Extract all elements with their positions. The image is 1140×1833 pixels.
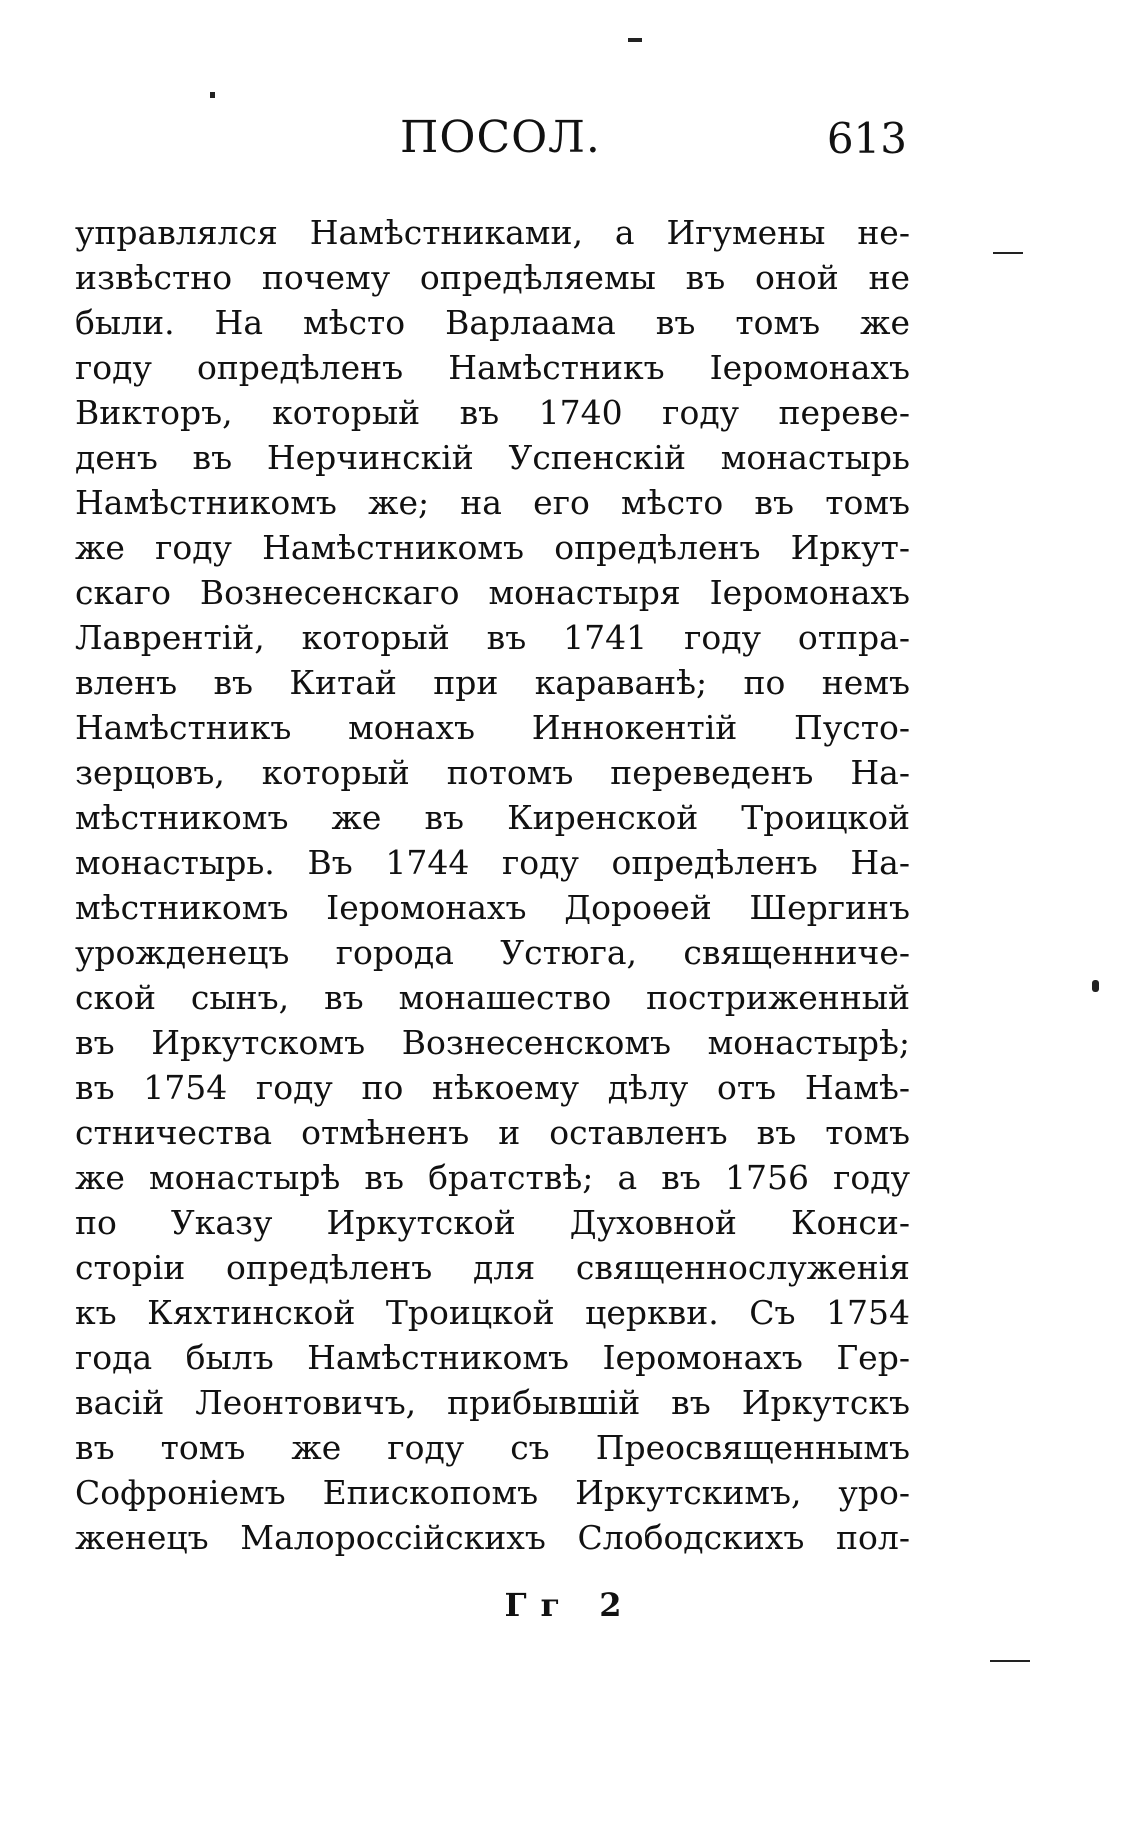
text-line: скаго Вознесенскаго монастыря Іеромонахъ xyxy=(75,573,910,612)
body-text xyxy=(75,210,910,1560)
text-line: по Указу Иркутской Духовной Конси- xyxy=(75,1203,910,1242)
text-line: вленъ въ Китай при караванѣ; по немъ xyxy=(75,663,910,702)
signature-mark: Гг 2 xyxy=(504,1586,636,1624)
scan-speck xyxy=(210,92,215,98)
scan-speck xyxy=(1092,980,1099,992)
text-line: Намѣстникъ монахъ Иннокентій Пусто- xyxy=(75,708,910,747)
text-line: мѣстникомъ Іеромонахъ Дороѳей Шергинъ xyxy=(75,888,910,927)
text-line: въ 1754 году по нѣкоему дѣлу отъ Намѣ- xyxy=(75,1068,910,1107)
scan-speck xyxy=(990,1660,1030,1662)
text-line: Софроніемъ Епископомъ Иркутскимъ, уро- xyxy=(75,1473,910,1512)
page-header xyxy=(0,112,1140,172)
text-line: Намѣстникомъ же; на его мѣсто въ томъ xyxy=(75,483,910,522)
scan-speck xyxy=(993,252,1023,254)
text-line: васій Леонтовичъ, прибывшій въ Иркутскъ xyxy=(75,1383,910,1422)
text-line: Лаврентій, который въ 1741 году отпра- xyxy=(75,618,910,657)
scan-speck xyxy=(628,38,642,42)
text-line: мѣстникомъ же въ Киренской Троицкой xyxy=(75,798,910,837)
text-line: зерцовъ, который потомъ переведенъ На- xyxy=(75,753,910,792)
text-line: урожденецъ города Устюга, священниче- xyxy=(75,933,910,972)
text-line: года былъ Намѣстникомъ Іеромонахъ Гер- xyxy=(75,1338,910,1377)
text-line: къ Кяхтинской Троицкой церкви. Съ 1754 xyxy=(75,1293,910,1332)
text-line: стничества отмѣненъ и оставленъ въ томъ xyxy=(75,1113,910,1152)
text-line: же году Намѣстникомъ опредѣленъ Иркут- xyxy=(75,528,910,567)
text-line: ской сынъ, въ монашество постриженный xyxy=(75,978,910,1017)
text-line: году опредѣленъ Намѣстникъ Іеромонахъ xyxy=(75,348,910,387)
text-line: Викторъ, который въ 1740 году переве- xyxy=(75,393,910,432)
text-line: денъ въ Нерчинскій Успенскій монастырь xyxy=(75,438,910,477)
running-head: ПОСОЛ. xyxy=(400,112,601,163)
text-line: въ Иркутскомъ Вознесенскомъ монастырѣ; xyxy=(75,1023,910,1062)
text-line: женецъ Малороссійскихъ Слободскихъ пол- xyxy=(75,1518,910,1557)
text-line: были. На мѣсто Варлаама въ томъ же xyxy=(75,303,910,342)
text-line: сторіи опредѣленъ для священнослуженія xyxy=(75,1248,910,1287)
text-line: въ томъ же году съ Преосвященнымъ xyxy=(75,1428,910,1467)
text-line: управлялся Намѣстниками, а Игумены не- xyxy=(75,213,910,252)
text-line: же монастырѣ въ братствѣ; а въ 1756 году xyxy=(75,1158,910,1197)
text-line: извѣстно почему опредѣляемы въ оной не xyxy=(75,258,910,297)
text-line: монастырь. Въ 1744 году опредѣленъ На- xyxy=(75,843,910,882)
page-number: 613 xyxy=(826,114,907,163)
